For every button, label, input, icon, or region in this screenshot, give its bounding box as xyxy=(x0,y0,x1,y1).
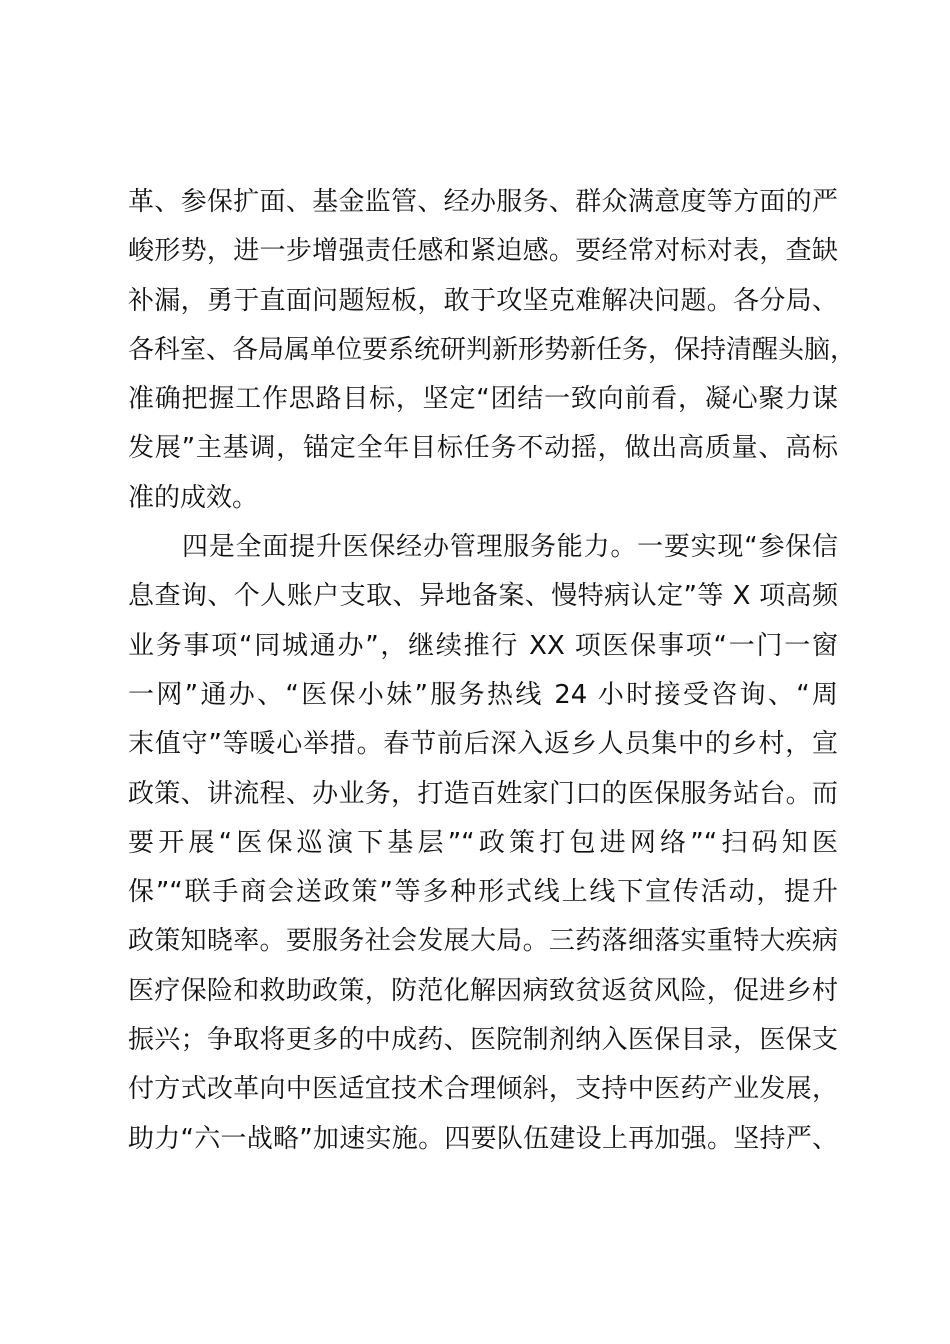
text-line: 峻形势，进一步增强责任感和紧迫感。要经常对标对表，查缺 xyxy=(128,236,838,267)
text-line: 保”“联手商会送政策”等多种形式线上线下宣传活动，提升 xyxy=(128,877,838,908)
text-line: 政策、讲流程、办业务，打造百姓家门口的医保服务站台。而 xyxy=(128,778,838,809)
text-line: 末值守”等暖心举措。春节前后深入返乡人员集中的乡村，宣 xyxy=(128,729,838,760)
text-line: 准确把握工作思路目标，坚定“团结一致向前看，凝心聚力谋 xyxy=(128,384,838,415)
text-line: 要开展“医保巡演下基层”“政策打包进网络”“扫码知医 xyxy=(128,827,838,858)
text-line: 振兴；争取将更多的中成药、医院制剂纳入医保目录，医保支 xyxy=(128,1025,838,1056)
text-line: 补漏，勇于直面问题短板，敢于攻坚克难解决问题。各分局、 xyxy=(128,285,838,316)
text-line: 付方式改革向中医适宜技术合理倾斜，支持中医药产业发展， xyxy=(128,1074,838,1105)
text-line: 一网”通办、“医保小妹”服务热线 24 小时接受咨询、“周 xyxy=(128,679,838,710)
text-line: 息查询、个人账户支取、异地备案、慢特病认定”等 X 项高频 xyxy=(128,581,838,612)
text-line: 各科室、各局属单位要系统研判新形势新任务，保持清醒头脑， xyxy=(128,334,857,365)
body-text xyxy=(128,178,857,1164)
text-line: 政策知晓率。要服务社会发展大局。三药落细落实重特大疾病 xyxy=(128,926,838,957)
text-line: 业务事项“同城通办”，继续推行 XX 项医保事项“一门一窗 xyxy=(128,630,838,661)
text-line: 发展”主基调，锚定全年目标任务不动摇，做出高质量、高标 xyxy=(128,433,838,464)
text-line: 革、参保扩面、基金监管、经办服务、群众满意度等方面的严 xyxy=(128,187,838,217)
text-line: 准的成效。 xyxy=(128,482,259,513)
text-line: 医疗保险和救助政策，防范化解因病致贫返贫风险，促进乡村 xyxy=(128,975,838,1006)
paragraph-first-line: 四是全面提升医保经办管理服务能力。一要实现“参保信 xyxy=(182,532,838,563)
text-line: 助力“六一战略”加速实施。四要队伍建设上再加强。坚持严、 xyxy=(128,1123,838,1154)
